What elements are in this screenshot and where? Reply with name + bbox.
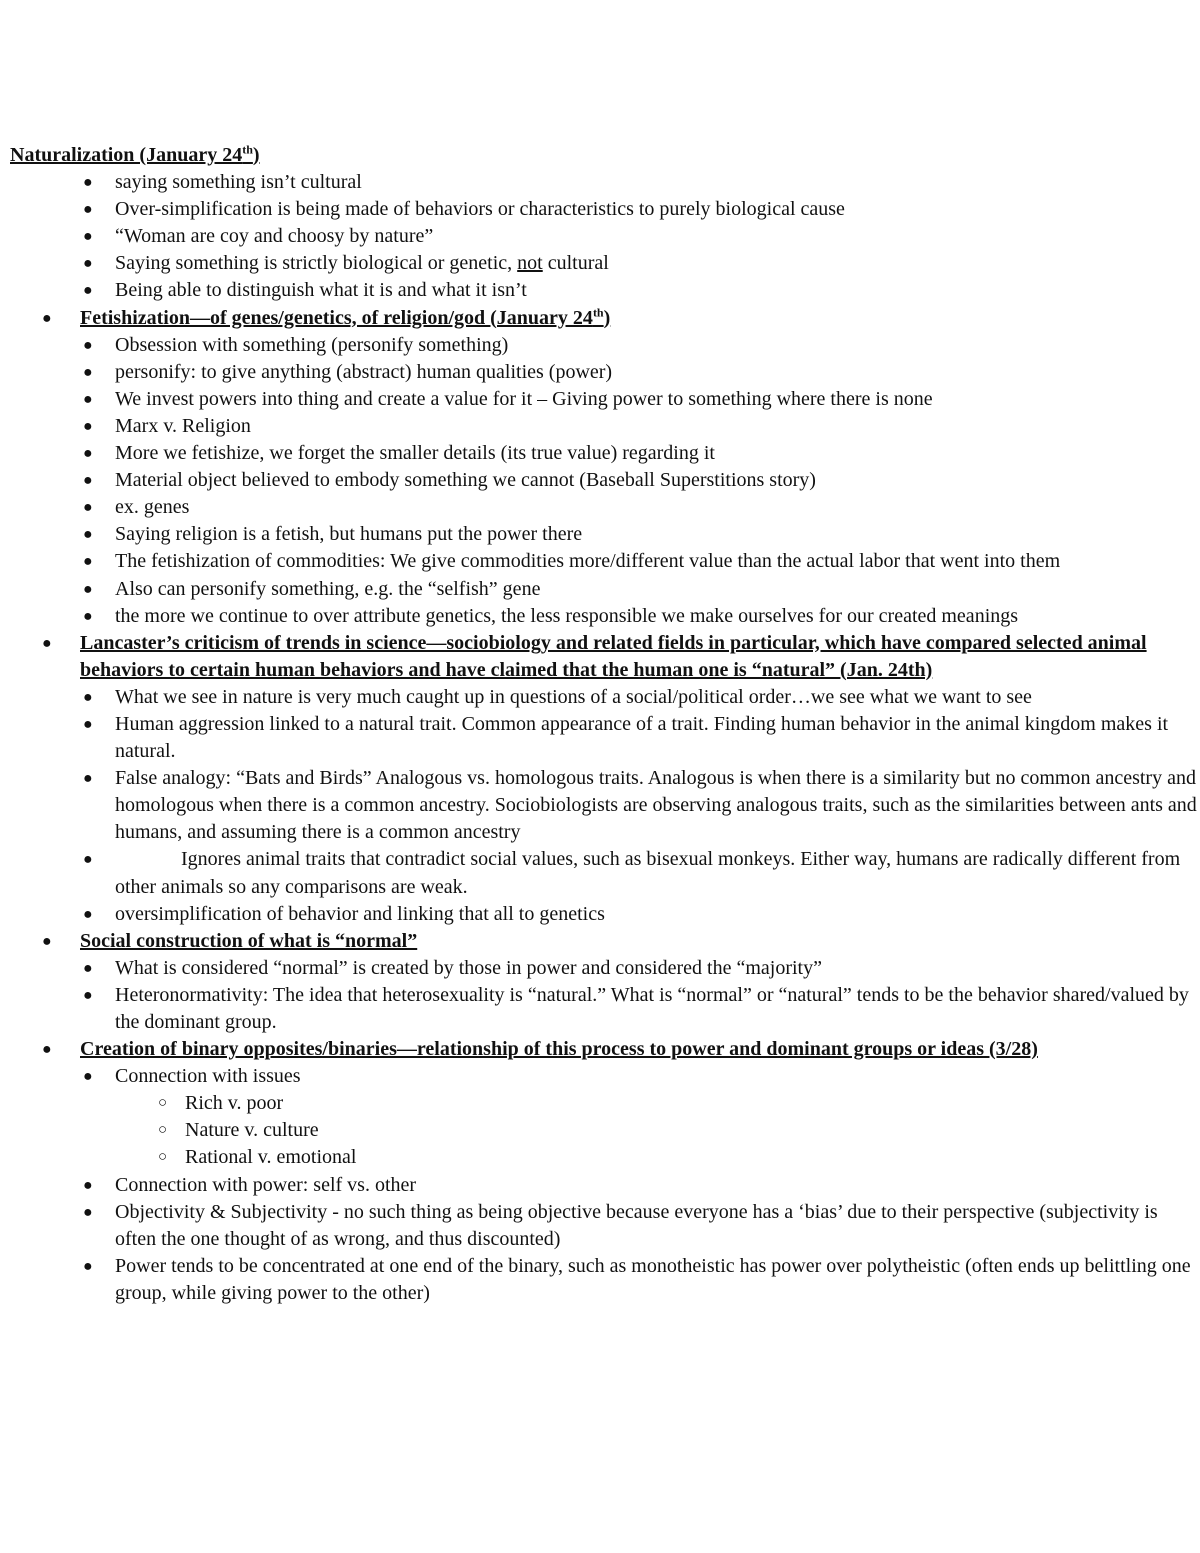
bullet-icon: ●	[83, 228, 93, 246]
bullet-icon: ●	[42, 309, 52, 327]
list-item: ● Over-simplification is being made of behaviors or characteristics to purely biological cause	[10, 196, 1198, 223]
bullet-icon: ●	[83, 1203, 93, 1221]
bullet-icon: ●	[83, 363, 93, 381]
bullet-icon: ●	[83, 770, 93, 788]
list-item: ● Being able to distinguish what it is and what it isn’t	[10, 277, 1198, 304]
bullet-icon: ●	[83, 1068, 93, 1086]
section-heading-binaries: ● Creation of binary opposites/binaries—relationship of this process to power and dominant groups or ideas (3/28)	[10, 1036, 1198, 1063]
list-item: ● “Woman are coy and choosy by nature”	[10, 223, 1198, 250]
sub-list-item: ○ Rich v. poor	[10, 1090, 1198, 1117]
list-item: ● Saying something is strictly biological or genetic, not cultural	[10, 250, 1198, 277]
list-item: ● Connection with power: self vs. other	[10, 1172, 1198, 1199]
list-item: ● More we fetishize, we forget the smaller details (its true value) regarding it	[10, 440, 1198, 467]
bullet-icon: ●	[83, 445, 93, 463]
bullet-icon: ●	[83, 174, 93, 192]
section-heading-fetishization: ● Fetishization—of genes/genetics, of religion/god (January 24th)	[10, 305, 1198, 332]
section-title-naturalization: Naturalization (January 24th)	[10, 142, 260, 166]
bullet-icon: ●	[83, 336, 93, 354]
bullet-icon: ●	[83, 986, 93, 1004]
section-heading-normal: ● Social construction of what is “normal”	[10, 928, 1198, 955]
bullet-icon: ●	[83, 1176, 93, 1194]
list-item: ● Heteronormativity: The idea that heterosexuality is “natural.” What is “normal” or “natural” tends to be the behavior shared/valued by the dominant group.	[83, 983, 1189, 1033]
bullet-icon: ●	[83, 417, 93, 435]
list-item: ● Saying religion is a fetish, but humans put the power there	[10, 521, 1198, 548]
list-item: ● oversimplification of behavior and linking that all to genetics	[10, 901, 1198, 928]
list-item: ● Human aggression linked to a natural trait. Common appearance of a trait. Finding human behavior in the animal kingdom makes it natural.	[83, 712, 1169, 763]
bullet-icon: ●	[83, 607, 93, 625]
list-item: ● Power tends to be concentrated at one end of the binary, such as monotheistic has power over polytheistic (often ends up belittling one group, while giving power to the other)	[83, 1254, 1191, 1304]
list-item: ● Objectivity & Subjectivity - no such thing as being objective because everyone has a ‘bias’ due to their perspective (subjectivity is often the one thought of as wrong, and thus discounted)	[83, 1200, 1158, 1250]
list-item: ● Marx v. Religion	[10, 413, 1198, 440]
list-item: ● ex. genes	[10, 494, 1198, 521]
sub-list-item: ○ Rational v. emotional	[10, 1144, 1198, 1171]
bullet-icon: ●	[83, 390, 93, 408]
list-item: ● Connection with issues	[10, 1063, 1198, 1090]
section-heading-lancaster: ● Lancaster’s criticism of trends in science—sociobiology and related fields in particular, which have compared selected animal behaviors to certain human behaviors and have claimed that the human one is “natural” (Jan. 24th)	[42, 631, 1147, 681]
bullet-icon: ●	[83, 688, 93, 706]
bullet-icon: ●	[42, 1041, 52, 1059]
list-item: ● saying something isn’t cultural	[10, 169, 1198, 196]
bullet-icon: ●	[83, 526, 93, 544]
bullet-icon: ●	[42, 932, 52, 950]
circle-bullet-icon: ○	[158, 1122, 168, 1139]
list-item: ● What we see in nature is very much caught up in questions of a social/political order…we see what we want to see	[10, 684, 1198, 711]
list-item: ● personify: to give anything (abstract) human qualities (power)	[10, 359, 1198, 386]
bullet-icon: ●	[83, 472, 93, 490]
bullet-icon: ●	[83, 553, 93, 571]
list-item: ● Also can personify something, e.g. the “selfish” gene	[10, 576, 1198, 603]
list-item: ● the more we continue to over attribute genetics, the less responsible we make ourselves for our created meanings	[10, 603, 1198, 630]
bullet-icon: ●	[83, 1257, 93, 1275]
bullet-icon: ●	[83, 201, 93, 219]
sub-list-item: ○ Nature v. culture	[10, 1117, 1198, 1144]
list-item: ● We invest powers into thing and create a value for it – Giving power to something where there is none	[10, 386, 1198, 413]
list-item: ● Obsession with something (personify something)	[10, 332, 1198, 359]
bullet-icon: ●	[42, 634, 52, 652]
notes-body	[10, 142, 1198, 1307]
circle-bullet-icon: ○	[158, 1095, 168, 1112]
list-item: ● False analogy: “Bats and Birds” Analogous vs. homologous traits. Analogous is when there is a similarity but no common ancestry and homologous when there is a common ancestry. Sociobiologists are observing analogous traits, such as the similarities between ants and humans, and assuming there is a common ancestry	[83, 767, 1197, 844]
bullet-icon: ●	[83, 715, 93, 733]
bullet-icon: ●	[83, 959, 93, 977]
bullet-icon: ●	[83, 905, 93, 923]
circle-bullet-icon: ○	[158, 1149, 168, 1166]
list-item: ● The fetishization of commodities: We give commodities more/different value than the actual labor that went into them	[10, 548, 1198, 575]
bullet-icon: ●	[83, 580, 93, 598]
list-item: ● What is considered “normal” is created by those in power and considered the “majority”	[10, 955, 1198, 982]
bullet-icon: ●	[83, 255, 93, 273]
list-item: ● Material object believed to embody something we cannot (Baseball Superstitions story)	[10, 467, 1198, 494]
bullet-icon: ●	[83, 282, 93, 300]
bullet-icon: ●	[83, 499, 93, 517]
list-item: ● Ignores animal traits that contradict social values, such as bisexual monkeys. Either way, humans are radically different from other animals so any comparisons are weak.	[83, 848, 1181, 898]
bullet-icon: ●	[83, 851, 93, 869]
